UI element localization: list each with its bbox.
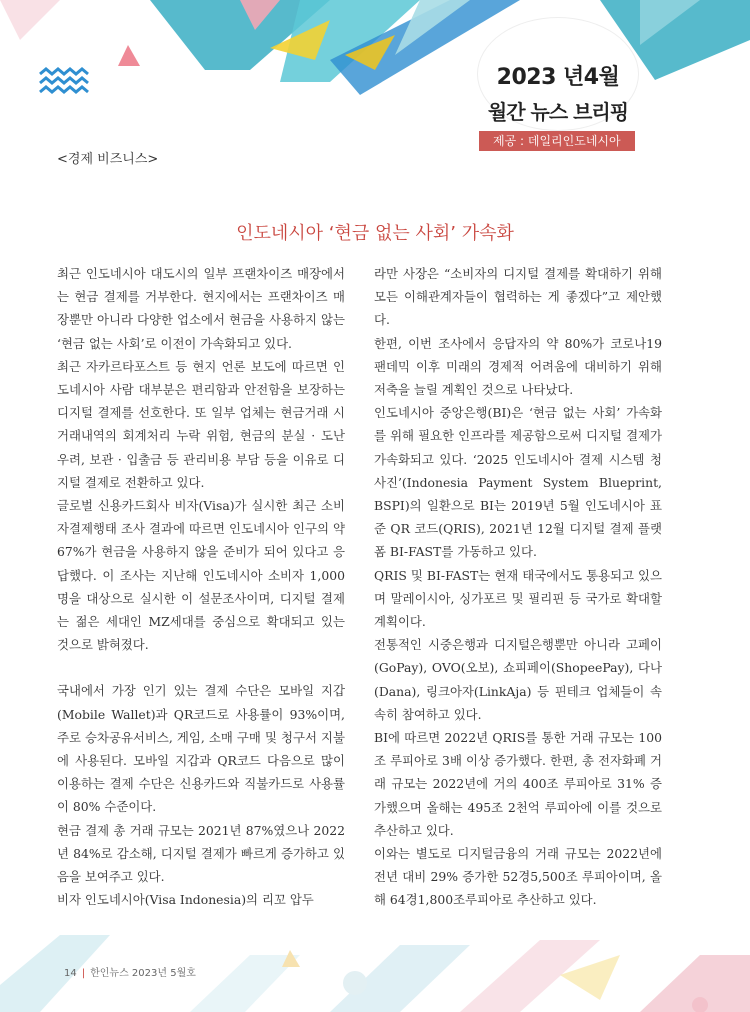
briefing-badge bbox=[478, 18, 638, 130]
paragraph: 라만 사장은 “소비자의 디지털 결제를 확대하기 위해 모든 이해관계자들이 협력하는 게 좋겠다”고 제안했다. bbox=[374, 266, 662, 328]
paragraph: 최근 자카르타포스트 등 현지 언론 보도에 따르면 인도네시아 사람 대부분은 편리함과 안전함을 보장하는 디지털 결제를 선호한다. 또 일부 업체는 현금거래 시 거래내역의 회계처리 누락 위험, 현금의 분실 · 도난 우려, 보관 · 입출금 등 관리비용 부담 등을 이유로 디지털 결제로 전환하고 있다. bbox=[57, 358, 345, 490]
publication-name: 한인뉴스 2023년 5월호 bbox=[90, 968, 196, 979]
badge-date: 2023 년4월 bbox=[496, 65, 620, 90]
article-headline: 인도네시아 ‘현금 없는 사회’ 가속화 bbox=[236, 223, 514, 244]
paragraph: BI에 따르면 2022년 QRIS를 통한 거래 규모는 100조 루피아로 3배 이상 증가했다. 한편, 총 전자화폐 거래 규모는 2022년에 거의 400조 루피아로 31% 증가했으며 올해는 495조 2천억 루피아에 이를 것으로 추산하고 있다. bbox=[374, 730, 662, 838]
right-column bbox=[374, 262, 662, 912]
wave-icon bbox=[40, 69, 88, 92]
paragraph: QRIS 및 BI-FAST는 현재 태국에서도 통용되고 있으며 말레이시아, 싱가포르 및 필리핀 등 국가로 확대할 계획이다. bbox=[374, 567, 662, 630]
paragraph: 전통적인 시중은행과 디지털은행뿐만 아니라 고페이(GoPay), OVO(오보), 쇼피페이(ShopeePay), 다나(Dana), 링크아자(LinkAja) 등 핀테크 업체들이 속속히 참여하고 있다. bbox=[374, 637, 662, 722]
paragraph: 한편, 이번 조사에서 응답자의 약 80%가 코로나19 팬데믹 이후 미래의 경제적 어려움에 대비하기 위해 저축을 늘릴 계획인 것으로 나타났다. bbox=[374, 335, 662, 398]
circle-icon bbox=[343, 971, 367, 995]
left-column bbox=[57, 262, 345, 911]
paragraph: 인도네시아 중앙은행(BI)은 ‘현금 없는 사회’ 가속화를 위해 필요한 인프라를 제공함으로써 디지털 결제가 가속화되고 있다. ‘2025 인도네시아 결제 시스템 청사진’(Indonesia Payment System Blueprint, BSPI)의 일환으로 BI는 2019년 5월 인도네시아 표준 QR 코드(QRIS), 2021년 12월 디지털 결제 플랫폼 BI-FAST를 가동하고 있다. bbox=[374, 405, 662, 560]
paragraph: 현금 결제 총 거래 규모는 2021년 87%였으나 2022년 84%로 감소해, 디지털 결제가 빠르게 증가하고 있음을 보여주고 있다. bbox=[57, 822, 345, 885]
paragraph: 이와는 별도로 디지털금융의 거래 규모는 2022년에 전년 대비 29% 증가한 52경5,500조 루피아이며, 올해 64경1,800조루피아로 추산하고 있다. bbox=[374, 846, 662, 908]
triangle-icon bbox=[118, 45, 140, 66]
paragraph-gap bbox=[57, 656, 345, 679]
paragraph: 최근 인도네시아 대도시의 일부 프랜차이즈 매장에서는 현금 결제를 거부한다. 현지에서는 프랜차이즈 매장뿐만 아니라 다양한 업소에서 현금을 사용하지 않는 ‘현금 없는 사회’로 이전이 가속화되고 있다. bbox=[57, 266, 345, 351]
paragraph: 비자 인도네시아(Visa Indonesia)의 리꼬 압두 bbox=[57, 892, 314, 908]
source-tag: 제공 : 데일리인도네시아 bbox=[479, 131, 635, 151]
footer-separator: | bbox=[81, 968, 86, 979]
page-number: 14 bbox=[64, 968, 77, 979]
section-label: <경제 비즈니스> bbox=[57, 152, 159, 167]
paragraph: 글로벌 신용카드회사 비자(Visa)가 실시한 최근 소비자결제행태 조사 결과에 따르면 인도네시아 인구의 약 67%가 현금을 사용하지 않을 준비가 되어 있다고 응답했다. 이 조사는 지난해 인도네시아 소비자 1,000명을 대상으로 실시한 이 설문조사이며, 디지털 결제는 젊은 세대인 MZ세대를 중심으로 확대되고 있는 것으로 밝혀졌다. bbox=[57, 498, 345, 653]
badge-title: 월간 뉴스 브리핑 bbox=[487, 100, 629, 124]
paragraph: 국내에서 가장 인기 있는 결제 수단은 모바일 지갑(Mobile Wallet)과 QR코드로 사용률이 93%이며, 주로 승차공유서비스, 게임, 소매 구매 및 청구서 지불에 사용된다. 모바일 지갑과 QR코드 다음으로 많이 이용하는 결제 수단은 신용카드와 직불카드로 사용률이 80% 수준이다. bbox=[57, 683, 345, 815]
page-footer bbox=[64, 964, 196, 979]
